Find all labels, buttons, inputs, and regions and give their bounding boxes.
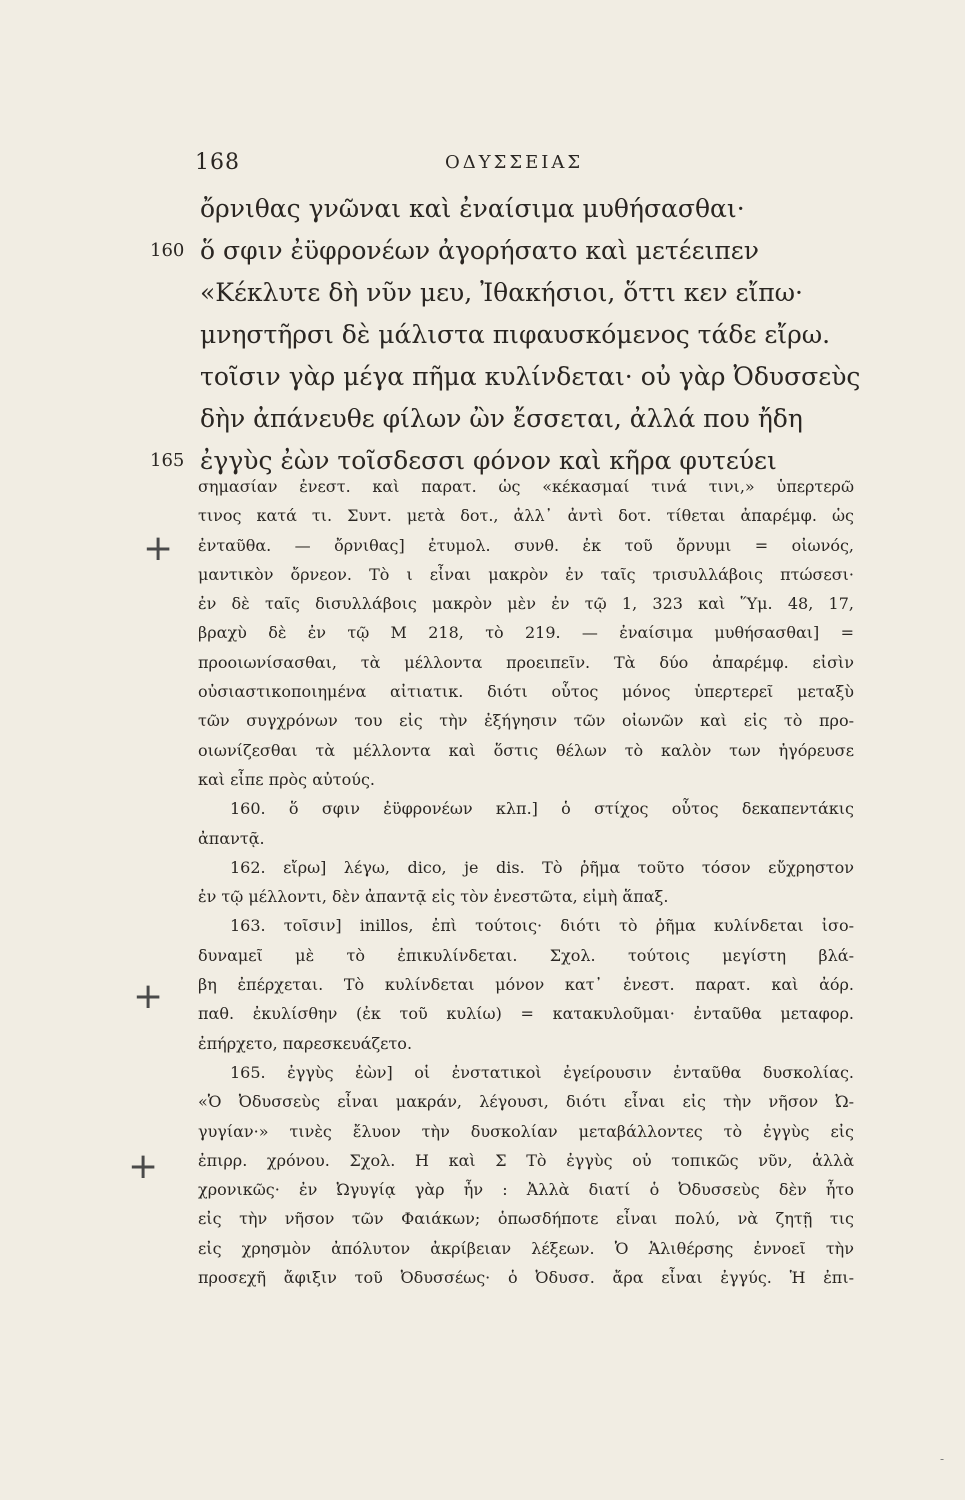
line-number: 160 bbox=[150, 240, 185, 261]
commentary-line: προοιωνίσασθαι, τὰ μέλλοντα προειπεῖν. Τὰ δύο ἀπαρέμφ. εἰσὶν bbox=[198, 652, 854, 672]
margin-cross-mark: + bbox=[133, 976, 164, 1017]
commentary-line: μαντικὸν ὄρνεον. Τὸ ι εἶναι μακρὸν ἐν ταῖς τρισυλλάβοις πτώσεσι· bbox=[198, 564, 854, 584]
commentary-line: παθ. ἐκυλίσθην (ἐκ τοῦ κυλίω) = κατακυλοῦμαι· ἐνταῦθα μεταφορ. bbox=[198, 1004, 854, 1024]
commentary-line: ἀπαντᾷ. bbox=[198, 828, 265, 848]
commentary-line: δυναμεῖ μὲ τὸ ἐπικυλίνδεται. Σχολ. τούτοις μεγίστη βλά- bbox=[198, 945, 854, 965]
margin-cross-mark: + bbox=[143, 528, 174, 569]
commentary-line: οὐσιαστικοποιημένα αἰτιατικ. διότι οὗτος μόνος ὑπερτερεῖ μεταξὺ bbox=[198, 682, 854, 702]
verse-text: ὅ σφιν ἐϋφρονέων ἀγορήσατο καὶ μετέειπεν bbox=[200, 236, 759, 265]
commentary-line: σημασίαν ἐνεστ. καὶ παρατ. ὡς «κέκασμαί τινά τινι,» ὑπερτερῶ bbox=[198, 477, 854, 496]
commentary-line: οιωνίζεσθαι τὰ μέλλοντα καὶ ὅστις θέλων τὸ καλὸν των ἠγόρευσε bbox=[198, 740, 854, 760]
commentary-line: ἐν δὲ ταῖς δισυλλάβοις μακρὸν μὲν ἐν τῷ 1, 323 καὶ Ὕμ. 48, 17, bbox=[198, 594, 854, 614]
verse-block bbox=[150, 188, 861, 482]
verse-text: ὄρνιθας γνῶναι καὶ ἐναίσιμα μυθήσασθαι· bbox=[200, 194, 745, 223]
verse-text: τοῖσιν γὰρ μέγα πῆμα κυλίνδεται· οὐ γὰρ Ὀδυσσεὺς bbox=[200, 362, 861, 391]
commentary-line: προσεχῆ ἄφιξιν τοῦ Ὀδυσσέως· ὁ Ὀδυσσ. ἄρα εἶναι ἐγγύς. Ἡ ἐπι- bbox=[198, 1268, 854, 1288]
commentary-line: 162. εἴρω] λέγω, dico, je dis. Τὸ ῥῆμα τοῦτο τόσον εὔχρηστον bbox=[230, 857, 854, 877]
commentary-line: 160. ὅ σφιν ἐϋφρονέων κλπ.] ὁ στίχος οὗτος δεκαπεντάκις bbox=[230, 799, 854, 819]
commentary-line: τῶν συγχρόνων του εἰς τὴν ἐξήγησιν τῶν οἰωνῶν καὶ εἰς τὸ προ- bbox=[198, 711, 854, 731]
commentary-line: ἐν τῷ μέλλοντι, δὲν ἀπαντᾷ εἰς τὸν ἐνεστῶτα, εἰμὴ ἅπαξ. bbox=[198, 887, 669, 907]
verse-line bbox=[150, 356, 861, 398]
verse-line bbox=[150, 314, 850, 356]
verse-line bbox=[150, 188, 850, 230]
commentary-block bbox=[198, 472, 854, 1292]
verse-line bbox=[150, 398, 850, 440]
commentary-line: ἐνταῦθα. — ὄρνιθας] ἐτυμολ. συνθ. ἐκ τοῦ ὄρνυμι = οἰωνός, bbox=[198, 535, 854, 555]
verse-text: «Κέκλυτε δὴ νῦν μευ, Ἰθακήσιοι, ὅττι κεν εἴπω· bbox=[200, 278, 804, 307]
commentary-line: «Ὁ Ὀδυσσεὺς εἶναι μακράν, λέγουσι, διότι εἶναι εἰς τὴν νῆσον Ὠ- bbox=[198, 1092, 854, 1112]
commentary-line: 165. ἐγγὺς ἐὼν] οἱ ἐνστατικοὶ ἐγείρουσιν ἐνταῦθα δυσκολίας. bbox=[230, 1062, 854, 1082]
page-number: 168 bbox=[195, 150, 240, 175]
commentary-line: καὶ εἶπε πρὸς αὐτούς. bbox=[198, 769, 376, 789]
commentary-line: βραχὺ δὲ ἐν τῷ Μ 218, τὸ 219. — ἐναίσιμα μυθήσασθαι] = bbox=[198, 623, 854, 643]
commentary-line: γυγίαν·» τινὲς ἔλυον τὴν δυσκολίαν μεταβάλλοντες τὸ ἐγγὺς εἰς bbox=[198, 1121, 854, 1141]
commentary-line: εἰς τὴν νῆσον τῶν Φαιάκων; ὁπωσδήποτε εἶναι πολύ, νὰ ζητῇ τις bbox=[198, 1209, 854, 1229]
margin-dash-mark: - bbox=[940, 1452, 945, 1466]
verse-text: ἐγγὺς ἐὼν τοῖσδεσσι φόνον καὶ κῆρα φυτεύει bbox=[200, 446, 777, 475]
commentary-line: βη ἐπέρχεται. Τὸ κυλίνδεται μόνον κατ᾽ ἐνεστ. παρατ. καὶ ἀόρ. bbox=[198, 975, 854, 995]
commentary-line: ἐπήρχετο, παρεσκευάζετο. bbox=[198, 1033, 413, 1053]
commentary-line: ἐπιρρ. χρόνου. Σχολ. Η καὶ Σ Τὸ ἐγγὺς οὐ τοπικῶς νῦν, ἀλλὰ bbox=[198, 1150, 854, 1170]
commentary-line: τινος κατά τι. Συντ. μετὰ δοτ., ἀλλ᾽ ἀντὶ δοτ. τίθεται ἀπαρέμφ. ὡς bbox=[198, 506, 854, 526]
verse-line bbox=[150, 272, 850, 314]
verse-text: μνηστῆρσι δὲ μάλιστα πιφαυσκόμενος τάδε εἴρω. bbox=[200, 320, 831, 349]
commentary-line: εἰς χρησμὸν ἀπόλυτον ἀκρίβειαν λέξεων. Ὁ Ἁλιθέρσης ἐννοεῖ τὴν bbox=[198, 1238, 854, 1258]
commentary-line: χρονικῶς· ἐν Ὠγυγίᾳ γὰρ ἦν : Ἀλλὰ διατί ὁ Ὀδυσσεὺς δὲν ἦτο bbox=[198, 1180, 854, 1200]
commentary-line: 163. τοῖσιν] inillos, ἐπὶ τούτοις· διότι τὸ ῥῆμα κυλίνδεται ἰσο- bbox=[230, 916, 854, 936]
margin-cross-mark: + bbox=[128, 1146, 159, 1187]
page-header bbox=[195, 150, 775, 180]
line-number: 165 bbox=[150, 450, 185, 471]
running-title: ΟΔΥΣΣΕΙΑΣ bbox=[445, 152, 584, 173]
verse-line bbox=[150, 230, 850, 272]
verse-text: δὴν ἀπάνευθε φίλων ὢν ἔσσεται, ἀλλά που ἤδη bbox=[200, 404, 803, 433]
